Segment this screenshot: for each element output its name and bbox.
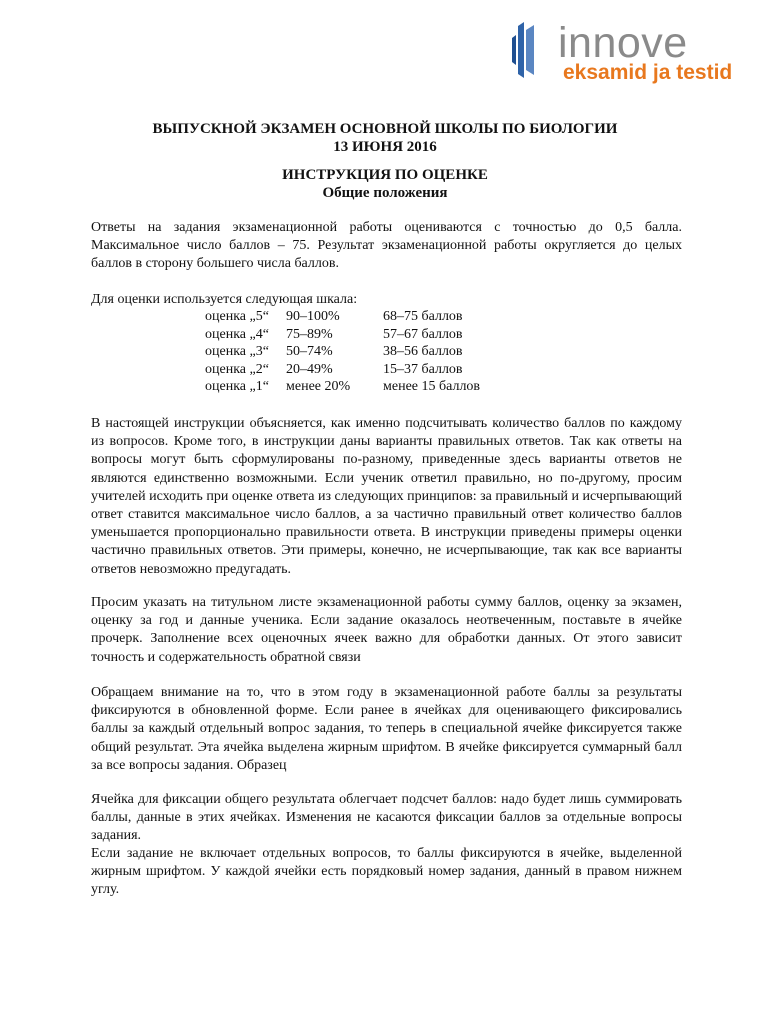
scale-points: 68–75 баллов <box>383 309 463 324</box>
intro-paragraph: Ответы на задания экзаменационной работы оцениваются с точностью до 0,5 балла. Максимальное число баллов – 75. Результат экзаменационной работы округляется до целых баллов в сторону большего числа баллов. <box>91 220 682 272</box>
instruction-title: ИНСТРУКЦИЯ ПО ОЦЕНКЕ <box>282 167 488 183</box>
logo-tagline: eksamid ja testid <box>563 61 733 84</box>
exam-date: 13 ИЮНЯ 2016 <box>333 139 437 155</box>
total-cell-paragraph: Ячейка для фиксации общего результата облегчает подсчет баллов: надо будет лишь суммировать баллы, данные в этих ячейках. Изменения не касаются фиксации баллов за отдельные вопросы задания. <box>91 792 682 844</box>
new-form-paragraph: Обращаем внимание на то, что в этом году в экзаменационной работе баллы за результаты фиксируются в обновленной форме. Если ранее в ячейках для оценивающего фиксировались баллы за каждый отдельный вопрос задания, то теперь в специальной ячейке фиксируется также общий результат. Эта ячейка выделена жирным шрифтом. В ячейке фиксируется суммарный балл за все вопросы задания. Образец <box>91 685 682 773</box>
no-questions-paragraph: Если задание не включает отдельных вопросов, то баллы фиксируются в ячейке, выделенной жирным шрифтом. У каждой ячейки есть порядковый номер задания, данный в правом нижнем углу. <box>91 846 682 898</box>
section-title <box>90 166 680 202</box>
scale-percent: 75–89% <box>286 326 333 342</box>
logo-mark-icon <box>512 22 542 78</box>
scale-percent: 50–74% <box>286 344 333 360</box>
scale-percent: менее 20% <box>286 379 351 395</box>
exam-title-line1: ВЫПУСКНОЙ ЭКЗАМЕН ОСНОВНОЙ ШКОЛЫ ПО БИОЛОГИИ <box>152 121 618 137</box>
scale-points: менее 15 баллов <box>383 379 481 395</box>
scale-grade: оценка „4“ <box>205 326 269 342</box>
scale-points: 15–37 баллов <box>383 361 463 377</box>
scale-intro: Для оценки используется следующая шкала: <box>91 292 358 307</box>
scale-grade: оценка „2“ <box>205 361 269 377</box>
title-page-paragraph: Просим указать на титульном листе экзаменационной работы сумму баллов, оценку за экзамен, оценку за год и данные ученика. Если задание оказалось неотвеченным, поставьте в ячейке прочерк. Заполнение всех оценочных ячеек важно для обработки данных. От этого зависит точность и содержательность обратной связи <box>91 595 682 665</box>
scale-grade: оценка „1“ <box>205 379 269 395</box>
scale-percent: 20–49% <box>286 361 333 377</box>
scale-grade: оценка „5“ <box>205 309 269 324</box>
logo-word: innove <box>558 19 688 67</box>
instructions-paragraph: В настоящей инструкции объясняется, как именно подсчитывать количество баллов по каждому из вопросов. Кроме того, в инструкции даны варианты правильных ответов. Так как ответы на вопросы могут быть сформулированы по-разному, приведенные здесь варианты ответов не являются единственно возможными. Если ученик ответил правильно, но по-другому, просим учителей исходить при оценке ответа из следующих принципов: за правильный и исчерпывающий ответ ставится максимальное число баллов, а за частично правильный ответ количество баллов уменьшается пропорционально правильности ответа. В инструкции приведены примеры оценки частично правильных ответов. Эти примеры, конечно, не исчерпывающие, так как все варианты ответов невозможно предугадать. <box>91 416 682 577</box>
scale-grade: оценка „3“ <box>205 344 269 360</box>
scale-percent: 90–100% <box>286 309 340 324</box>
scale-points: 38–56 баллов <box>383 344 463 360</box>
exam-title <box>90 120 680 156</box>
innove-logo <box>512 20 734 86</box>
scale-points: 57–67 баллов <box>383 326 463 342</box>
general-provisions-title: Общие положения <box>322 185 448 201</box>
